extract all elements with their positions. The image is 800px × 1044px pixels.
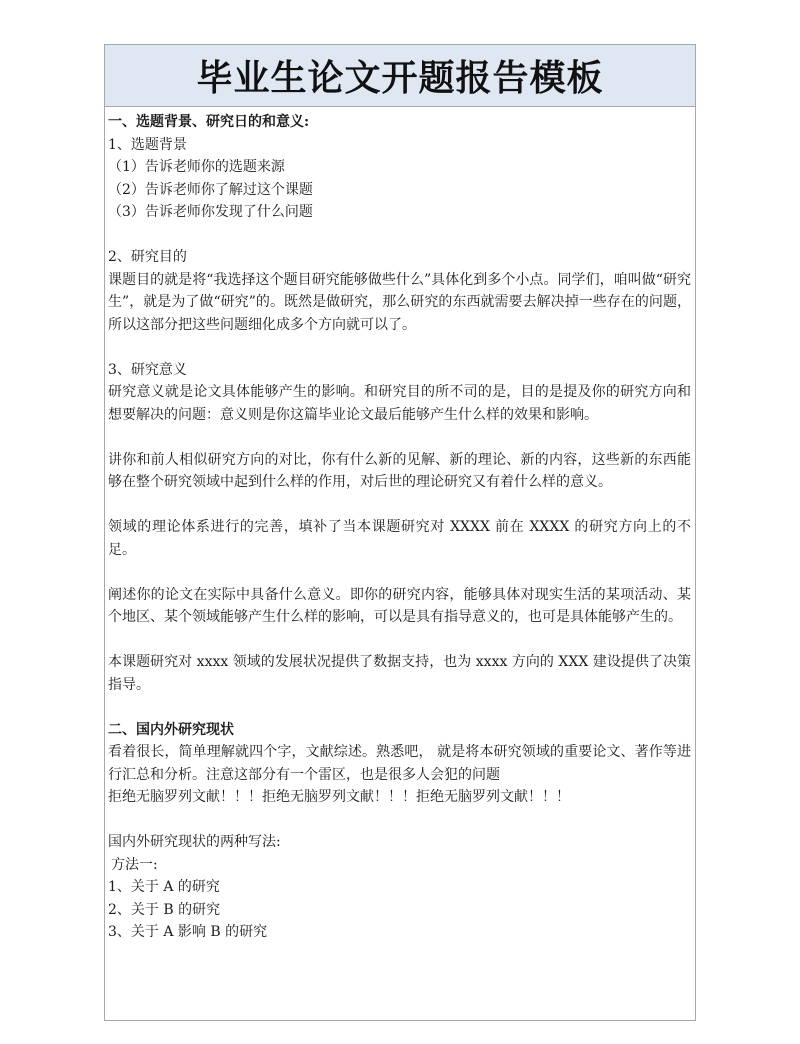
spacer xyxy=(108,696,691,719)
significance-paragraph: 领域的理论体系进行的完善，填补了当本课题研究对 XXXX 前在 XXXX 的研究方向上的不足。 xyxy=(108,519,691,558)
spacer xyxy=(108,629,691,652)
significance-paragraph: 本课题研究对 xxxx 领域的发展状况提供了数据支持，也为 xxxx 方向的 XXX 建设提供了决策指导。 xyxy=(108,654,691,693)
spacer xyxy=(108,809,691,832)
title-banner xyxy=(105,45,695,107)
purpose-paragraph: 课题目的就是将“我选择这个题目研究能够做些什么”具体化到多个小点。同学们，咱叫做“研究生”，就是为了做“研究”的。既然是做研究，那么研究的东西就需要去解决掉一些存在的问题，所以这部分把这些问题细化成多个方向就可以了。 xyxy=(108,271,691,333)
spacer xyxy=(108,494,691,517)
list-item: 3、关于 A 影响 B 的研究 xyxy=(108,924,268,940)
subsection-background-heading: 1、选题背景 xyxy=(108,136,187,153)
document-page xyxy=(104,44,696,1021)
method1-label: 方法一: xyxy=(111,856,158,873)
section2-heading: 二、国内外研究现状 xyxy=(108,721,234,738)
subsection-purpose-heading: 2、研究目的 xyxy=(108,249,187,265)
document-body xyxy=(105,107,695,944)
list-item: （3）告诉老师你发现了什么问题 xyxy=(108,204,313,220)
spacer xyxy=(108,426,691,449)
warning-line: 拒绝无脑罗列文献！！！拒绝无脑罗列文献！！！拒绝无脑罗列文献！！！ xyxy=(108,789,570,805)
significance-paragraph: 阐述你的论文在实际中具备什么意义。即你的研究内容，能够具体对现实生活的某项活动、某个地区、某个领域能够产生什么样的影响，可以是具有指导意义的，也可是具体能够产生的。 xyxy=(108,586,691,625)
spacer xyxy=(108,561,691,584)
list-item: （1）告诉老师你的选题来源 xyxy=(108,159,285,175)
spacer xyxy=(108,336,691,359)
literature-review-paragraph: 看着很长，简单理解就四个字，文献综述。熟悉吧， 就是将本研究领域的重要论文、著作等进行汇总和分析。注意这部分有一个雷区，也是很多人会犯的问题 xyxy=(108,744,691,783)
significance-paragraph: 研究意义就是论文具体能够产生的影响。和研究目的所不司的是，目的是提及你的研究方向和想要解决的问题：意义则是你这篇毕业论文最后能够产生什么样的效果和影响。 xyxy=(108,384,691,423)
list-item: 1、关于 A 的研究 xyxy=(108,879,220,895)
list-item: 2、关于 B 的研究 xyxy=(108,901,221,918)
document-title: 毕业生论文开题报告模板 xyxy=(196,58,604,99)
spacer xyxy=(108,224,691,247)
list-item: （2）告诉老师你了解过这个课题 xyxy=(108,181,313,198)
methods-intro: 国内外研究现状的两种写法: xyxy=(108,834,281,850)
section1-heading: 一、选题背景、研究日的和意义: xyxy=(108,114,310,130)
subsection-significance-heading: 3、研究意义 xyxy=(108,361,187,378)
significance-paragraph: 讲你和前人相似研究方向的对比，你有什么新的见解、新的理论、新的内容，这些新的东西能够在整个研究领域中起到什么样的作用，对后世的理论研究又有着什么样的意义。 xyxy=(108,451,691,490)
